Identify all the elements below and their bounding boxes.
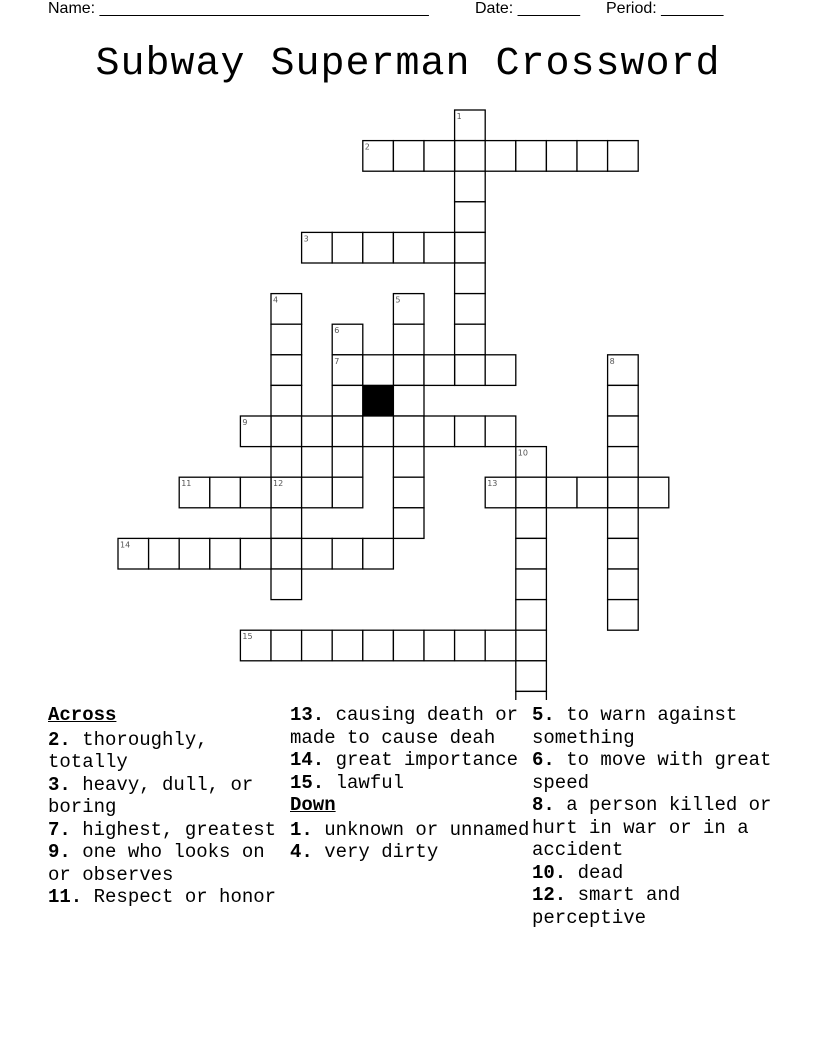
clue-item <box>48 729 278 774</box>
grid-cell[interactable] <box>363 416 394 447</box>
clue-item <box>532 794 792 862</box>
grid-cell[interactable] <box>271 355 302 386</box>
clue-number: 3. <box>48 773 71 796</box>
grid-cell[interactable] <box>577 141 608 172</box>
clue-item <box>532 749 792 794</box>
grid-cell[interactable] <box>516 569 547 600</box>
clue-text: lawful <box>324 771 405 794</box>
clue-number: 8. <box>532 794 555 816</box>
grid-cell[interactable] <box>516 508 547 539</box>
clue-text: Respect or honor <box>82 886 277 908</box>
grid-cell[interactable] <box>638 477 669 508</box>
clue-text: unknown or unnamed <box>312 818 530 841</box>
grid-cell[interactable] <box>455 355 486 386</box>
cell-number: 13 <box>487 479 498 489</box>
grid-cell[interactable] <box>424 416 455 447</box>
grid-cell[interactable] <box>393 416 424 447</box>
grid-cell[interactable] <box>363 538 394 569</box>
grid-cell[interactable] <box>240 538 271 569</box>
grid-cell[interactable] <box>179 538 210 569</box>
clue-text: causing death or made to cause deah <box>290 704 519 749</box>
clue-number: 10. <box>532 861 567 884</box>
clue-number: 13. <box>290 704 325 726</box>
clue-item <box>48 774 278 819</box>
clue-number: 11. <box>48 886 83 908</box>
grid-cell[interactable] <box>608 538 639 569</box>
clue-number: 2. <box>48 728 71 751</box>
grid-cell[interactable] <box>210 477 241 508</box>
clue-item <box>290 841 530 864</box>
cell-number: 14 <box>120 540 131 550</box>
grid-cell[interactable] <box>302 538 333 569</box>
clue-item <box>290 749 530 772</box>
clue-text: great importance <box>324 749 519 771</box>
black-cell <box>363 385 394 416</box>
cell-number: 7 <box>334 356 340 366</box>
grid-cell[interactable] <box>332 447 363 478</box>
grid-cell[interactable] <box>516 477 547 508</box>
cell-number: 11 <box>181 479 192 489</box>
clue-text: smart and perceptive <box>532 884 681 929</box>
date-field[interactable]: Date: _______ <box>475 0 580 17</box>
name-field[interactable]: Name: _____________________________________ <box>48 0 429 17</box>
grid-cell[interactable] <box>516 600 547 631</box>
clue-number: 6. <box>532 749 555 771</box>
clue-text: heavy, dull, or boring <box>48 773 254 818</box>
cell-number: 12 <box>273 479 284 489</box>
clue-text: to warn against something <box>532 704 738 749</box>
grid-cell[interactable] <box>424 355 455 386</box>
grid-cell[interactable] <box>455 263 486 294</box>
clue-item <box>290 819 530 842</box>
grid-cell[interactable] <box>393 477 424 508</box>
across-heading: Across <box>48 704 117 726</box>
cell-number: 1 <box>456 112 462 121</box>
grid-cell[interactable] <box>455 171 486 202</box>
grid-cell[interactable] <box>271 385 302 416</box>
down-heading: Down <box>290 794 336 816</box>
cell-number: 9 <box>242 418 248 427</box>
clues-column-2 <box>290 704 530 864</box>
grid-cell[interactable] <box>393 232 424 263</box>
clue-item <box>290 704 530 749</box>
grid-cell[interactable] <box>608 508 639 539</box>
cell-number: 5 <box>395 295 401 305</box>
page-title: Subway Superman Crossword <box>95 42 721 87</box>
grid-cell[interactable] <box>485 416 516 447</box>
clue-item <box>532 862 792 885</box>
grid-cell[interactable] <box>608 385 639 416</box>
clues-column-1 <box>48 704 278 909</box>
grid-cell[interactable] <box>455 202 486 233</box>
grid-cell[interactable] <box>363 355 394 386</box>
clue-text: very dirty <box>312 841 439 863</box>
clue-number: 14. <box>290 749 325 771</box>
grid-cell[interactable] <box>455 630 486 661</box>
grid-cell[interactable] <box>485 630 516 661</box>
grid-cell[interactable] <box>302 416 333 447</box>
grid-cell[interactable] <box>455 232 486 263</box>
clue-text: a person killed or hurt in war or in a accident <box>532 794 772 861</box>
grid-cell[interactable] <box>271 447 302 478</box>
grid-cell[interactable] <box>516 691 547 700</box>
clue-number: 7. <box>48 818 71 841</box>
cell-number: 4 <box>273 295 279 305</box>
clue-text: one who looks on or observes <box>48 841 265 886</box>
grid-cell[interactable] <box>332 538 363 569</box>
grid-cell[interactable] <box>608 600 639 631</box>
grid-cell[interactable] <box>424 141 455 172</box>
grid-cell[interactable] <box>516 630 547 661</box>
period-field[interactable]: Period: _______ <box>606 0 724 17</box>
clue-item <box>48 819 278 842</box>
grid-cell[interactable] <box>455 141 486 172</box>
clue-number: 9. <box>48 841 71 863</box>
clue-number: 15. <box>290 771 325 794</box>
clue-item <box>48 886 278 909</box>
grid-cell[interactable] <box>516 538 547 569</box>
cell-number: 6 <box>334 326 340 336</box>
grid-cell[interactable] <box>149 538 180 569</box>
cell-number: 10 <box>517 448 528 458</box>
grid-cell[interactable] <box>455 324 486 355</box>
clue-text: to move with great speed <box>532 749 772 794</box>
grid-cell[interactable] <box>271 630 302 661</box>
grid-cell[interactable] <box>393 324 424 355</box>
grid-cell[interactable] <box>302 477 333 508</box>
clue-text: highest, greatest <box>70 818 277 841</box>
grid-cell[interactable] <box>332 630 363 661</box>
grid-cell[interactable] <box>485 141 516 172</box>
grid-cell[interactable] <box>455 294 486 325</box>
grid-cell[interactable] <box>393 630 424 661</box>
grid-cell[interactable] <box>516 661 547 692</box>
cell-number: 3 <box>303 234 309 244</box>
grid-cell[interactable] <box>240 477 271 508</box>
grid-cell[interactable] <box>424 630 455 661</box>
grid-cell[interactable] <box>393 508 424 539</box>
clue-text: thoroughly, totally <box>48 728 208 773</box>
clues-column-3 <box>532 704 792 929</box>
clue-item <box>532 884 792 929</box>
clue-number: 1. <box>290 818 313 841</box>
cell-number: 2 <box>364 142 370 152</box>
grid-cell[interactable] <box>393 385 424 416</box>
grid-cell[interactable] <box>363 232 394 263</box>
grid-cell[interactable] <box>393 141 424 172</box>
grid-cell[interactable] <box>546 477 577 508</box>
grid-cell[interactable] <box>516 141 547 172</box>
grid-cell[interactable] <box>577 477 608 508</box>
grid-cell[interactable] <box>271 416 302 447</box>
grid-cell[interactable] <box>608 416 639 447</box>
grid-cell[interactable] <box>332 416 363 447</box>
grid-cell[interactable] <box>393 447 424 478</box>
grid-cell[interactable] <box>363 630 394 661</box>
clue-number: 12. <box>532 884 567 906</box>
grid-cell[interactable] <box>332 385 363 416</box>
grid-cell[interactable] <box>424 232 455 263</box>
grid-cell[interactable] <box>608 141 639 172</box>
cell-number: 15 <box>242 632 253 642</box>
grid-cell[interactable] <box>485 355 516 386</box>
grid-cell[interactable] <box>302 630 333 661</box>
clue-number: 5. <box>532 704 555 726</box>
clue-text: dead <box>566 861 624 884</box>
grid-cell[interactable] <box>393 355 424 386</box>
grid-cell[interactable] <box>608 569 639 600</box>
grid-cell[interactable] <box>546 141 577 172</box>
clue-item <box>48 841 278 886</box>
grid-cell[interactable] <box>332 477 363 508</box>
clue-item <box>290 772 530 795</box>
grid-cell[interactable] <box>271 538 302 569</box>
grid-cell[interactable] <box>608 447 639 478</box>
grid-cell[interactable] <box>271 324 302 355</box>
grid-cell[interactable] <box>455 416 486 447</box>
clue-number: 4. <box>290 841 313 863</box>
cell-number: 8 <box>609 356 615 366</box>
grid-cell[interactable] <box>608 477 639 508</box>
grid-cell[interactable] <box>271 569 302 600</box>
grid-cell[interactable] <box>210 538 241 569</box>
clue-item <box>532 704 792 749</box>
grid-cell[interactable] <box>271 508 302 539</box>
grid-cell[interactable] <box>332 232 363 263</box>
